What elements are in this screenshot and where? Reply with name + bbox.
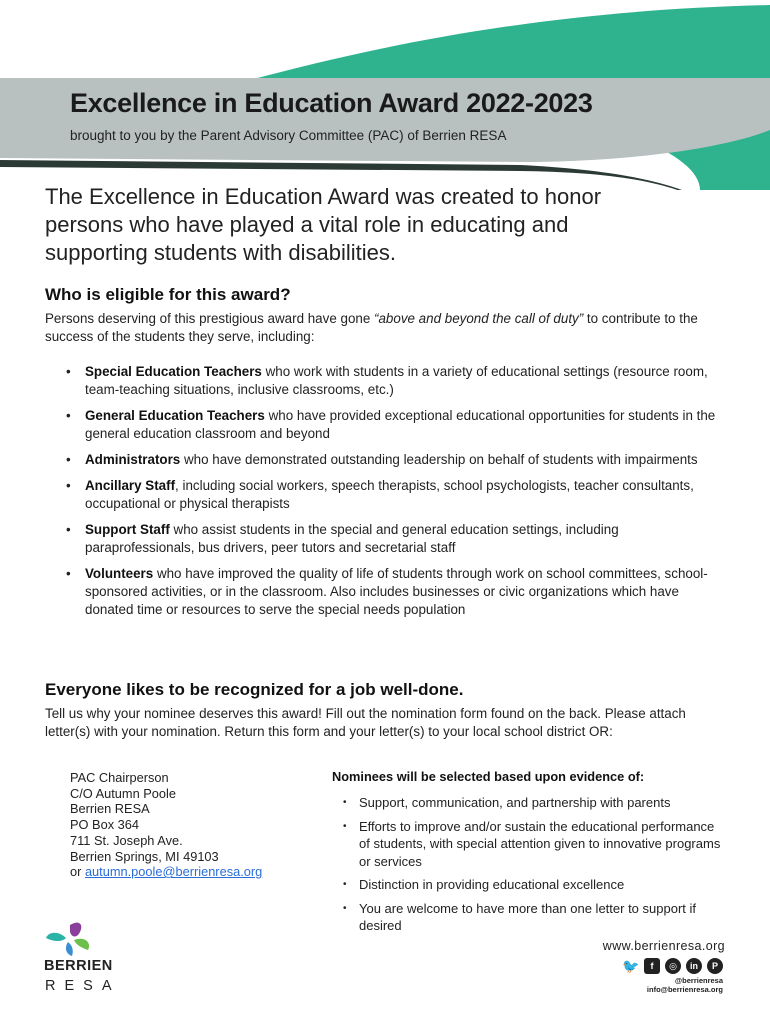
eligibility-term: General Education Teachers: [85, 408, 265, 423]
eligibility-desc: who work with students in a variety of educational settings (resource room, team-teaching situations, inclusive classrooms, etc.): [85, 364, 708, 397]
eligibility-desc: who assist students in the special and general education settings, including paraprofessionals, bus drivers, peer tutors and secretarial staff: [85, 522, 619, 555]
recognition-text: Tell us why your nominee deserves this award! Fill out the nomination form found on the back. Please attach letter(s) with your nomination. Return this form and your letter(s) to your local school district OR:: [45, 706, 686, 739]
bullet-icon: •: [66, 478, 71, 493]
criteria-item: [343, 794, 728, 812]
email-link[interactable]: autumn.poole@berrienresa.org: [84, 864, 263, 880]
facebook-icon[interactable]: f: [644, 958, 660, 974]
website-url[interactable]: www.berrienresa.org: [602, 939, 725, 953]
pinterest-icon[interactable]: P: [707, 958, 723, 974]
eligibility-lead-start: Persons deserving of this prestigious award have gone: [45, 311, 375, 326]
criteria-item: [343, 876, 728, 894]
criteria-text: Distinction in providing educational excellence: [359, 877, 625, 892]
eligibility-item: [66, 521, 716, 557]
bullet-icon: •: [66, 408, 71, 423]
bullet-icon: •: [343, 797, 347, 808]
address-line: Berrien RESA: [70, 801, 150, 817]
eligibility-desc: who have improved the quality of life of students through work on school committees, school-sponsored activities, or in the classroom. Also includes businesses or civic organizations which have donated time or resources to serve the special needs population: [85, 566, 708, 617]
criteria-heading: Nominees will be selected based upon evidence of:: [332, 769, 645, 784]
logo-wordmark-top: BERRIEN: [44, 958, 113, 974]
eligibility-term: Special Education Teachers: [85, 364, 262, 379]
recognition-heading: Everyone likes to be recognized for a job well-done.: [45, 680, 464, 699]
eligibility-item: [66, 477, 716, 513]
bullet-icon: •: [66, 452, 71, 467]
eligibility-lead-end: to contribute to the success of the students they serve, including:: [45, 311, 698, 344]
or-label: or: [70, 864, 85, 880]
social-handle: @berrienresa: [674, 976, 723, 985]
mailing-address: [70, 770, 262, 880]
bullet-icon: •: [66, 522, 71, 537]
info-email: info@berrienresa.org: [646, 985, 723, 994]
eligibility-desc: who have demonstrated outstanding leadership on behalf of students with impairments: [180, 452, 698, 467]
address-line: Berrien Springs, MI 49103: [70, 848, 219, 864]
bullet-icon: •: [66, 364, 71, 379]
intro-statement: The Excellence in Education Award was created to honor persons who have played a vital role in educating and supporting students with disabilities.: [45, 184, 602, 265]
eligibility-term: Administrators: [85, 452, 181, 467]
eligibility-term: Support Staff: [85, 522, 170, 537]
eligibility-term: Volunteers: [85, 566, 154, 581]
address-line: PAC Chairperson: [70, 770, 169, 785]
eligibility-item: [66, 407, 716, 443]
criteria-item: [343, 818, 728, 871]
eligibility-desc: who have provided exceptional educational opportunities for students in the general education classroom and beyond: [85, 408, 716, 441]
bullet-icon: •: [343, 820, 347, 832]
social-icons: [623, 958, 723, 974]
bullet-icon: •: [343, 879, 347, 890]
page-subtitle: brought to you by the Parent Advisory Committee (PAC) of Berrien RESA: [70, 128, 507, 143]
criteria-text: You are welcome to have more than one letter to support if desired: [359, 900, 696, 933]
twitter-icon[interactable]: 🐦: [622, 957, 640, 974]
criteria-text: Efforts to improve and/or sustain the educational performance of students, with special attention given to innovative programs or services: [359, 818, 721, 869]
address-line: C/O Autumn Poole: [70, 785, 176, 801]
logo-wordmark-bottom: RESA: [45, 978, 121, 994]
eligibility-item: [66, 363, 716, 399]
criteria-text: Support, communication, and partnership with parents: [359, 795, 671, 810]
eligibility-desc: , including social workers, speech therapists, school psychologists, teacher consultants, occupational or physical therapists: [85, 478, 694, 511]
eligibility-item: [66, 451, 716, 469]
eligibility-lead: [45, 310, 725, 346]
bullet-icon: •: [343, 902, 347, 914]
address-line: 711 St. Joseph Ave.: [70, 832, 183, 848]
page-title: Excellence in Education Award 2022-2023: [70, 88, 593, 118]
bullet-icon: •: [66, 566, 71, 581]
eligibility-item: [66, 565, 716, 619]
criteria-list: [343, 794, 728, 941]
address-line: PO Box 364: [70, 817, 140, 833]
eligibility-lead-quote: “above and beyond the call of duty”: [374, 311, 584, 326]
eligibility-term: Ancillary Staff: [85, 478, 176, 493]
linkedin-icon[interactable]: in: [686, 958, 702, 974]
eligibility-list: [66, 363, 716, 627]
instagram-icon[interactable]: ◎: [665, 958, 681, 974]
criteria-item: [343, 900, 728, 935]
eligibility-heading: Who is eligible for this award?: [45, 285, 291, 304]
